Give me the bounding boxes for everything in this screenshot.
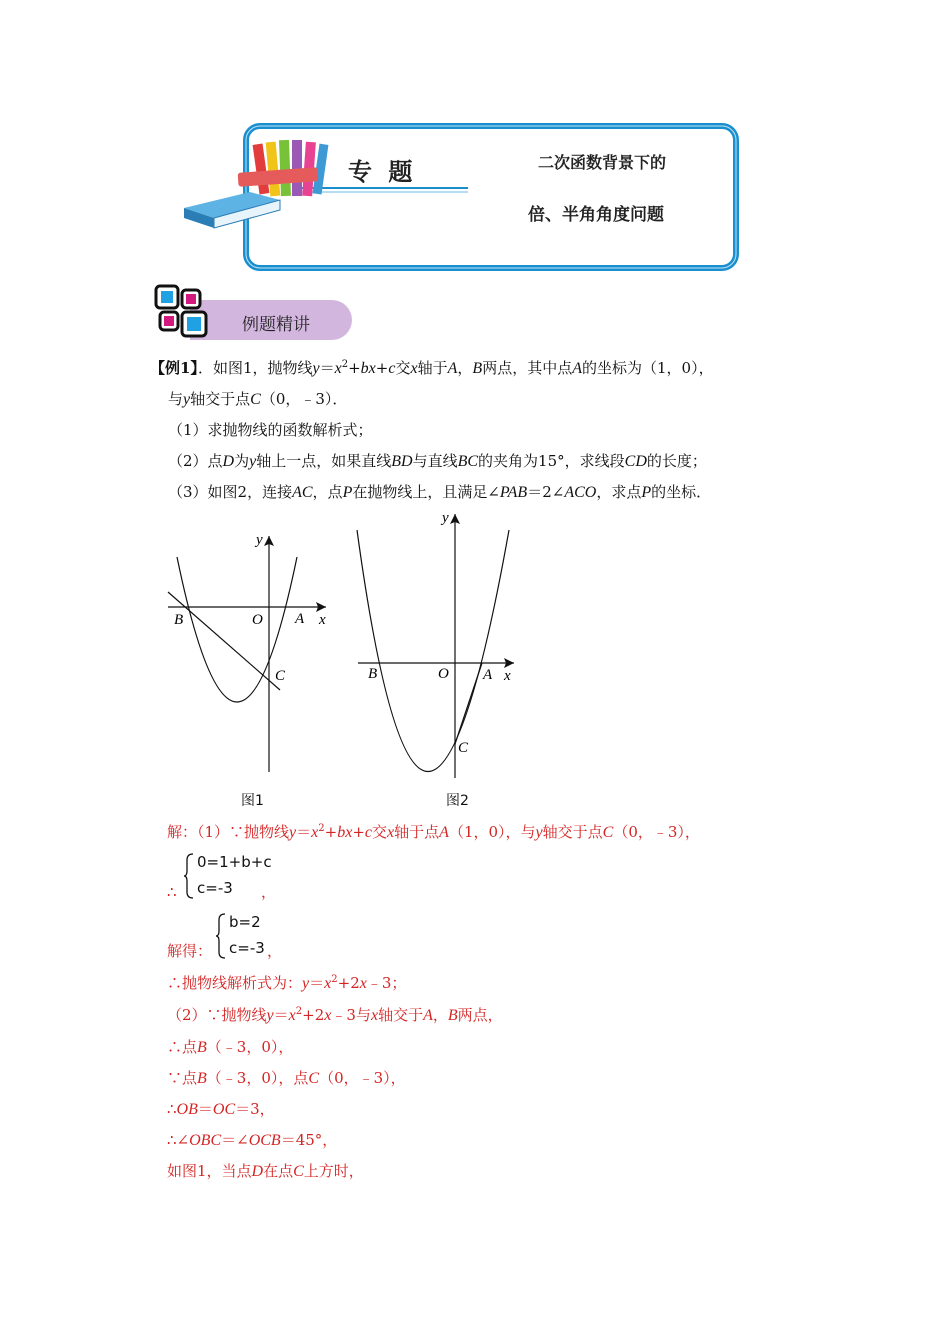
- left-brace-2: [215, 912, 227, 960]
- fig2-label-y: y: [442, 510, 449, 526]
- equation-system-2: 解得： b=2 c=-3 ，: [167, 913, 283, 960]
- fig2-label-O: O: [438, 666, 449, 682]
- problem-tag: 【例1】: [150, 359, 198, 377]
- fig2-label-B: B: [368, 666, 378, 682]
- problem-line-2: 与y轴交于点C（0，﹣3）．: [168, 390, 348, 408]
- solution-line-2: ∴抛物线解析式为：$y=x^2+2x﹣3$；: [167, 974, 407, 992]
- section-label: 例题精讲: [242, 315, 310, 335]
- fig1-label-B: B: [174, 612, 184, 628]
- solution-line-8: 如图1，当点D在点C上方时，: [167, 1162, 364, 1180]
- fig2-label-C: C: [458, 740, 469, 756]
- problem-line-1: 【例1】．如图1，抛物线$y=x^2+bx+c$交x轴于A，B两点，其中点A的坐标为（1，0），: [150, 359, 714, 377]
- solution-line-7: ∴∠OBC＝∠OCB＝45°，: [167, 1131, 338, 1149]
- solution-line-6: ∴OB＝OC＝3，: [167, 1100, 275, 1118]
- fig1-label-C: C: [275, 668, 286, 684]
- fig1-label-y: y: [256, 532, 263, 548]
- problem-q3: （3）如图2，连接AC，点P在抛物线上，且满足∠PAB＝2∠ACO，求点P的坐标．: [168, 483, 712, 501]
- books-icon: [184, 140, 328, 228]
- grid-icon: [150, 282, 210, 342]
- fig1-label-A: A: [295, 611, 305, 627]
- banner-label: 专 题: [348, 157, 417, 186]
- banner-frame: [180, 120, 740, 272]
- figure-1-caption: 图1: [241, 793, 264, 809]
- equation-system-1: ∴ 0=1+b+c c=-3 ，: [167, 853, 277, 901]
- problem-q1: （1）求抛物线的函数解析式；: [168, 421, 373, 439]
- banner-title-line2: 倍、半角角度问题: [528, 205, 664, 225]
- left-brace-1: [183, 852, 195, 900]
- solution-line-4: ∴点B（﹣3，0），: [167, 1038, 294, 1056]
- solution-line-3: （2）∵抛物线$y=x^2+2x﹣3$与x轴交于A，B两点，: [167, 1006, 503, 1024]
- fig1-label-x: x: [319, 612, 326, 628]
- figure-2-caption: 图2: [446, 793, 469, 809]
- banner-title-line1: 二次函数背景下的: [538, 153, 667, 172]
- figure-1: [160, 522, 340, 792]
- solution-line-5: ∵点B（﹣3，0），点C（0，﹣3），: [167, 1069, 406, 1087]
- figure-2: [348, 508, 528, 788]
- solution-line-1: 解：（1）∵抛物线$y=x^2+bx+c$交x轴于点A（1，0），与y轴交于点C（0，﹣3），: [167, 823, 700, 841]
- fig2-label-A: A: [483, 667, 493, 683]
- problem-q2: （2）点D为y轴上一点，如果直线BD与直线BC的夹角为15°，求线段CD的长度；: [168, 452, 707, 470]
- section-header: [150, 282, 360, 344]
- fig1-label-O: O: [252, 612, 263, 628]
- topic-banner: [180, 120, 740, 272]
- fig2-label-x: x: [504, 668, 511, 684]
